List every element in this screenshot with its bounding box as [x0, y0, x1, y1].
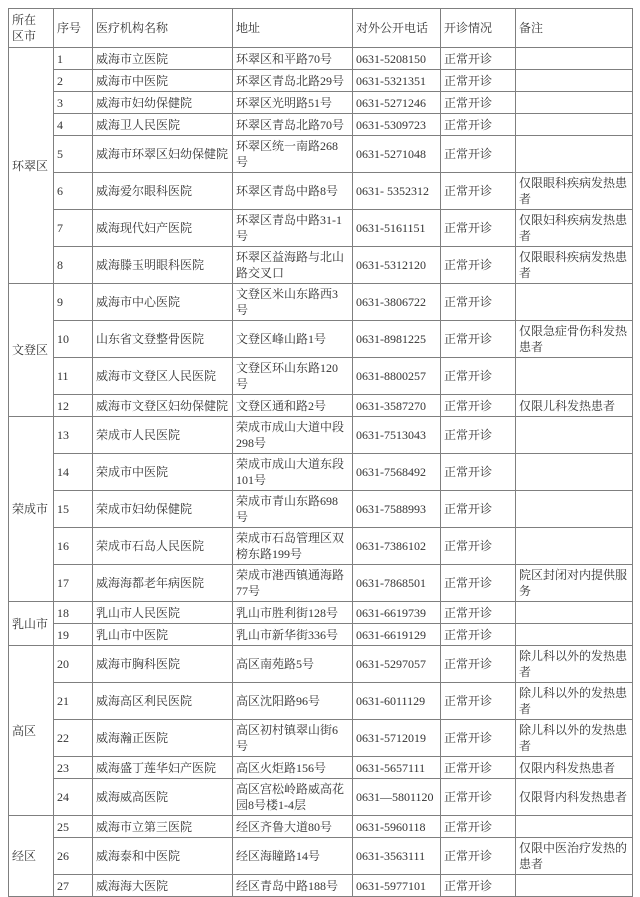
status-cell: 正常开诊: [441, 602, 516, 624]
row-number-cell: 20: [54, 646, 93, 683]
hospital-name-cell: 威海海都老年病医院: [93, 565, 233, 602]
row-number-cell: 8: [54, 247, 93, 284]
table-row: [9, 173, 633, 210]
remark-cell: 除儿科以外的发热患者: [516, 646, 633, 683]
table-row: [9, 92, 633, 114]
remark-cell: [516, 454, 633, 491]
remark-cell: 仅限肾内科发热患者: [516, 779, 633, 816]
row-number-cell: 18: [54, 602, 93, 624]
phone-cell: 0631-6619129: [353, 624, 441, 646]
row-number-cell: 16: [54, 528, 93, 565]
remark-cell: 仅限妇科疾病发热患者: [516, 210, 633, 247]
status-cell: 正常开诊: [441, 624, 516, 646]
hospital-name-cell: 威海高区利民医院: [93, 683, 233, 720]
address-cell: 环翠区统一南路268号: [233, 136, 353, 173]
phone-cell: 0631-8981225: [353, 321, 441, 358]
phone-cell: 0631-5312120: [353, 247, 441, 284]
table-row: [9, 816, 633, 838]
table-row: [9, 417, 633, 454]
table-body: [9, 48, 633, 897]
header-name: 医疗机构名称: [93, 9, 233, 48]
table-row: [9, 720, 633, 757]
status-cell: 正常开诊: [441, 491, 516, 528]
district-cell: 文登区: [9, 284, 54, 417]
phone-cell: 0631-5657111: [353, 757, 441, 779]
phone-cell: 0631-6011129: [353, 683, 441, 720]
phone-cell: 0631-3563111: [353, 838, 441, 875]
address-cell: 高区初村镇翠山街6号: [233, 720, 353, 757]
phone-cell: 0631-7588993: [353, 491, 441, 528]
remark-cell: [516, 417, 633, 454]
status-cell: 正常开诊: [441, 779, 516, 816]
table-row: [9, 48, 633, 70]
row-number-cell: 11: [54, 358, 93, 395]
hospital-table: [8, 8, 633, 897]
row-number-cell: 2: [54, 70, 93, 92]
status-cell: 正常开诊: [441, 70, 516, 92]
hospital-name-cell: 威海市妇幼保健院: [93, 92, 233, 114]
address-cell: 环翠区和平路70号: [233, 48, 353, 70]
hospital-name-cell: 威海市文登区妇幼保健院: [93, 395, 233, 417]
table-row: [9, 114, 633, 136]
hospital-name-cell: 威海威高医院: [93, 779, 233, 816]
address-cell: 文登区环山东路120号: [233, 358, 353, 395]
address-cell: 环翠区青岛北路29号: [233, 70, 353, 92]
status-cell: 正常开诊: [441, 417, 516, 454]
status-cell: 正常开诊: [441, 395, 516, 417]
row-number-cell: 13: [54, 417, 93, 454]
status-cell: 正常开诊: [441, 454, 516, 491]
phone-cell: 0631- 5352312: [353, 173, 441, 210]
hospital-name-cell: 荣成市中医院: [93, 454, 233, 491]
hospital-name-cell: 威海市中医院: [93, 70, 233, 92]
remark-cell: [516, 491, 633, 528]
address-cell: 荣成市成山大道中段298号: [233, 417, 353, 454]
status-cell: 正常开诊: [441, 720, 516, 757]
row-number-cell: 5: [54, 136, 93, 173]
remark-cell: [516, 875, 633, 897]
row-number-cell: 25: [54, 816, 93, 838]
district-cell: 高区: [9, 646, 54, 816]
row-number-cell: 15: [54, 491, 93, 528]
row-number-cell: 23: [54, 757, 93, 779]
row-number-cell: 27: [54, 875, 93, 897]
table-row: [9, 602, 633, 624]
table-row: [9, 528, 633, 565]
phone-cell: 0631-5321351: [353, 70, 441, 92]
address-cell: 经区齐鲁大道80号: [233, 816, 353, 838]
hospital-name-cell: 威海市环翠区妇幼保健院: [93, 136, 233, 173]
table-row: [9, 491, 633, 528]
hospital-name-cell: 威海市立医院: [93, 48, 233, 70]
hospital-name-cell: 荣成市妇幼保健院: [93, 491, 233, 528]
phone-cell: 0631-5977101: [353, 875, 441, 897]
hospital-name-cell: 威海海大医院: [93, 875, 233, 897]
remark-cell: 仅限眼科疾病发热患者: [516, 247, 633, 284]
address-cell: 文登区峰山路1号: [233, 321, 353, 358]
table-row: [9, 565, 633, 602]
phone-cell: 0631-7568492: [353, 454, 441, 491]
hospital-name-cell: 山东省文登整骨医院: [93, 321, 233, 358]
row-number-cell: 17: [54, 565, 93, 602]
address-cell: 环翠区青岛中路31-1号: [233, 210, 353, 247]
status-cell: 正常开诊: [441, 173, 516, 210]
address-cell: 环翠区光明路51号: [233, 92, 353, 114]
remark-cell: [516, 284, 633, 321]
header-remark: 备注: [516, 9, 633, 48]
phone-cell: 0631-5309723: [353, 114, 441, 136]
address-cell: 乳山市胜利街128号: [233, 602, 353, 624]
table-row: [9, 875, 633, 897]
address-cell: 文登区通和路2号: [233, 395, 353, 417]
row-number-cell: 26: [54, 838, 93, 875]
remark-cell: [516, 528, 633, 565]
address-cell: 经区海瞳路14号: [233, 838, 353, 875]
status-cell: 正常开诊: [441, 528, 516, 565]
table-row: [9, 454, 633, 491]
table-row: [9, 395, 633, 417]
table-row: [9, 358, 633, 395]
status-cell: 正常开诊: [441, 284, 516, 321]
remark-cell: [516, 624, 633, 646]
row-number-cell: 7: [54, 210, 93, 247]
row-number-cell: 24: [54, 779, 93, 816]
remark-cell: 仅限儿科发热患者: [516, 395, 633, 417]
header-district-label: 所在区市: [12, 13, 37, 43]
phone-cell: 0631-7386102: [353, 528, 441, 565]
address-cell: 高区沈阳路96号: [233, 683, 353, 720]
district-cell: 经区: [9, 816, 54, 897]
status-cell: 正常开诊: [441, 646, 516, 683]
remark-cell: 院区封闭对内提供服务: [516, 565, 633, 602]
remark-cell: [516, 114, 633, 136]
row-number-cell: 12: [54, 395, 93, 417]
row-number-cell: 19: [54, 624, 93, 646]
phone-cell: 0631—5801120: [353, 779, 441, 816]
hospital-name-cell: 威海泰和中医院: [93, 838, 233, 875]
address-cell: 荣成市石岛管理区双榜东路199号: [233, 528, 353, 565]
remark-cell: [516, 136, 633, 173]
table-header: [9, 9, 633, 48]
hospital-name-cell: 威海瀚正医院: [93, 720, 233, 757]
row-number-cell: 3: [54, 92, 93, 114]
table-row: [9, 624, 633, 646]
hospital-name-cell: 乳山市中医院: [93, 624, 233, 646]
remark-cell: 除儿科以外的发热患者: [516, 683, 633, 720]
hospital-name-cell: 威海市胸科医院: [93, 646, 233, 683]
status-cell: 正常开诊: [441, 838, 516, 875]
phone-cell: 0631-7513043: [353, 417, 441, 454]
hospital-name-cell: 乳山市人民医院: [93, 602, 233, 624]
status-cell: 正常开诊: [441, 136, 516, 173]
remark-cell: [516, 92, 633, 114]
remark-cell: [516, 48, 633, 70]
hospital-name-cell: 威海滕玉明眼科医院: [93, 247, 233, 284]
table-row: [9, 757, 633, 779]
hospital-name-cell: 荣成市石岛人民医院: [93, 528, 233, 565]
row-number-cell: 9: [54, 284, 93, 321]
hospital-name-cell: 威海卫人民医院: [93, 114, 233, 136]
hospital-name-cell: 威海市文登区人民医院: [93, 358, 233, 395]
address-cell: 高区火炬路156号: [233, 757, 353, 779]
status-cell: 正常开诊: [441, 321, 516, 358]
status-cell: 正常开诊: [441, 683, 516, 720]
table-row: [9, 321, 633, 358]
address-cell: 荣成市青山东路698号: [233, 491, 353, 528]
phone-cell: 0631-5161151: [353, 210, 441, 247]
hospital-name-cell: 威海现代妇产医院: [93, 210, 233, 247]
row-number-cell: 14: [54, 454, 93, 491]
phone-cell: 0631-5712019: [353, 720, 441, 757]
hospital-name-cell: 威海爱尔眼科医院: [93, 173, 233, 210]
phone-cell: 0631-5297057: [353, 646, 441, 683]
address-cell: 经区青岛中路188号: [233, 875, 353, 897]
status-cell: 正常开诊: [441, 48, 516, 70]
table-row: [9, 136, 633, 173]
row-number-cell: 6: [54, 173, 93, 210]
address-cell: 环翠区青岛中路8号: [233, 173, 353, 210]
phone-cell: 0631-5271048: [353, 136, 441, 173]
remark-cell: 仅限眼科疾病发热患者: [516, 173, 633, 210]
status-cell: 正常开诊: [441, 757, 516, 779]
row-number-cell: 4: [54, 114, 93, 136]
status-cell: 正常开诊: [441, 358, 516, 395]
status-cell: 正常开诊: [441, 210, 516, 247]
remark-cell: [516, 358, 633, 395]
remark-cell: [516, 70, 633, 92]
address-cell: 荣成市港西镇通海路77号: [233, 565, 353, 602]
phone-cell: 0631-3587270: [353, 395, 441, 417]
address-cell: 乳山市新华街336号: [233, 624, 353, 646]
row-number-cell: 10: [54, 321, 93, 358]
table-row: [9, 683, 633, 720]
remark-cell: 除儿科以外的发热患者: [516, 720, 633, 757]
hospital-name-cell: 威海市立第三医院: [93, 816, 233, 838]
header-no: 序号: [54, 9, 93, 48]
remark-cell: 仅限内科发热患者: [516, 757, 633, 779]
address-cell: 高区南苑路5号: [233, 646, 353, 683]
status-cell: 正常开诊: [441, 92, 516, 114]
row-number-cell: 1: [54, 48, 93, 70]
status-cell: 正常开诊: [441, 114, 516, 136]
phone-cell: 0631-3806722: [353, 284, 441, 321]
header-status: 开诊情况: [441, 9, 516, 48]
address-cell: 环翠区青岛北路70号: [233, 114, 353, 136]
phone-cell: 0631-8800257: [353, 358, 441, 395]
hospital-name-cell: 荣成市人民医院: [93, 417, 233, 454]
status-cell: 正常开诊: [441, 875, 516, 897]
district-cell: 乳山市: [9, 602, 54, 646]
district-cell: 荣成市: [9, 417, 54, 602]
phone-cell: 0631-7868501: [353, 565, 441, 602]
row-number-cell: 22: [54, 720, 93, 757]
header-district: [9, 9, 54, 48]
header-phone: 对外公开电话: [353, 9, 441, 48]
header-address: 地址: [233, 9, 353, 48]
table-row: [9, 70, 633, 92]
row-number-cell: 21: [54, 683, 93, 720]
remark-cell: [516, 816, 633, 838]
table-row: [9, 284, 633, 321]
table-row: [9, 646, 633, 683]
table-row: [9, 247, 633, 284]
remark-cell: 仅限中医治疗发热的患者: [516, 838, 633, 875]
hospital-name-cell: 威海盛丁莲华妇产医院: [93, 757, 233, 779]
table-row: [9, 210, 633, 247]
status-cell: 正常开诊: [441, 247, 516, 284]
address-cell: 高区宫松岭路威高花园8号楼1-4层: [233, 779, 353, 816]
remark-cell: 仅限急症骨伤科发热患者: [516, 321, 633, 358]
phone-cell: 0631-5960118: [353, 816, 441, 838]
hospital-name-cell: 威海市中心医院: [93, 284, 233, 321]
remark-cell: [516, 602, 633, 624]
table-row: [9, 779, 633, 816]
table-row: [9, 838, 633, 875]
address-cell: 荣成市成山大道东段101号: [233, 454, 353, 491]
phone-cell: 0631-5208150: [353, 48, 441, 70]
phone-cell: 0631-5271246: [353, 92, 441, 114]
header-row: [9, 9, 633, 48]
address-cell: 环翠区益海路与北山路交叉口: [233, 247, 353, 284]
phone-cell: 0631-6619739: [353, 602, 441, 624]
address-cell: 文登区米山东路西3号: [233, 284, 353, 321]
status-cell: 正常开诊: [441, 816, 516, 838]
status-cell: 正常开诊: [441, 565, 516, 602]
district-cell: 环翠区: [9, 48, 54, 284]
